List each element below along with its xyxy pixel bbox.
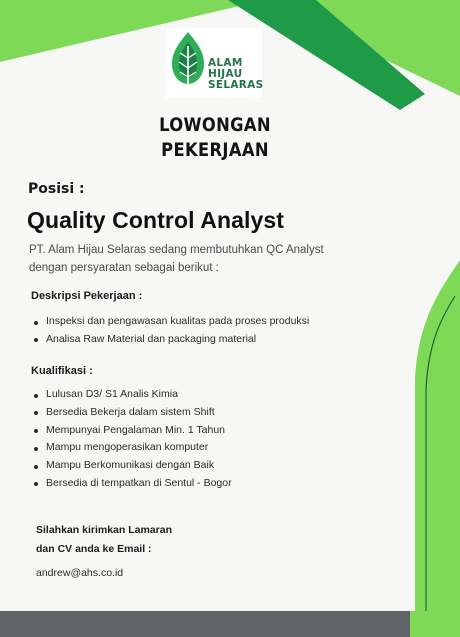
contact-email: andrew@ahs.co.id (36, 567, 124, 579)
footer-bar-green-end (410, 611, 460, 637)
footer-bar (0, 611, 410, 637)
job-title: Quality Control Analyst (27, 207, 285, 233)
qualifications-list (31, 386, 232, 493)
intro-line1: PT. Alam Hijau Selaras sedang membutuhkan QC Analyst (29, 244, 324, 256)
list-item: Lulusan D3/ S1 Analis Kimia (31, 386, 232, 404)
brand-name-line3: SELARAS (208, 79, 264, 91)
right-leaf-shape (415, 260, 460, 637)
contact-line1: Silahkan kirimkan Lamaran (36, 524, 172, 536)
headline-line1: LOWONGAN (159, 114, 271, 136)
brand-name (208, 58, 263, 91)
qualifications-title: Kualifikasi : (31, 365, 93, 377)
list-item: Bersedia di tempatkan di Sentul - Bogor (31, 475, 232, 493)
list-item: Mampu mengoperasikan komputer (31, 439, 232, 457)
job-description-title: Deskripsi Pekerjaan : (31, 290, 143, 302)
list-item: Analisa Raw Material dan packaging material (31, 331, 309, 349)
list-item: Bersedia Bekerja dalam sistem Shift (31, 404, 232, 422)
intro-text (29, 241, 339, 277)
page-headline (151, 113, 280, 163)
headline-line2: PEKERJAAN (161, 139, 269, 161)
brand-name-line1: ALAM (208, 57, 243, 69)
list-item: Mampu Berkomunikasi dengan Baik (31, 457, 232, 475)
position-label: Posisi : (28, 181, 85, 197)
intro-line2: dengan persyaratan sebagai berikut : (29, 262, 219, 274)
list-item: Inspeksi dan pengawasan kualitas pada proses produksi (31, 313, 309, 331)
job-description-list (31, 313, 309, 349)
contact-line2: dan CV anda ke Email : (36, 543, 152, 555)
list-item: Mempunyai Pengalaman Min. 1 Tahun (31, 422, 232, 440)
contact-instructions (36, 521, 172, 559)
brand-name-line2: HIJAU (208, 68, 243, 80)
